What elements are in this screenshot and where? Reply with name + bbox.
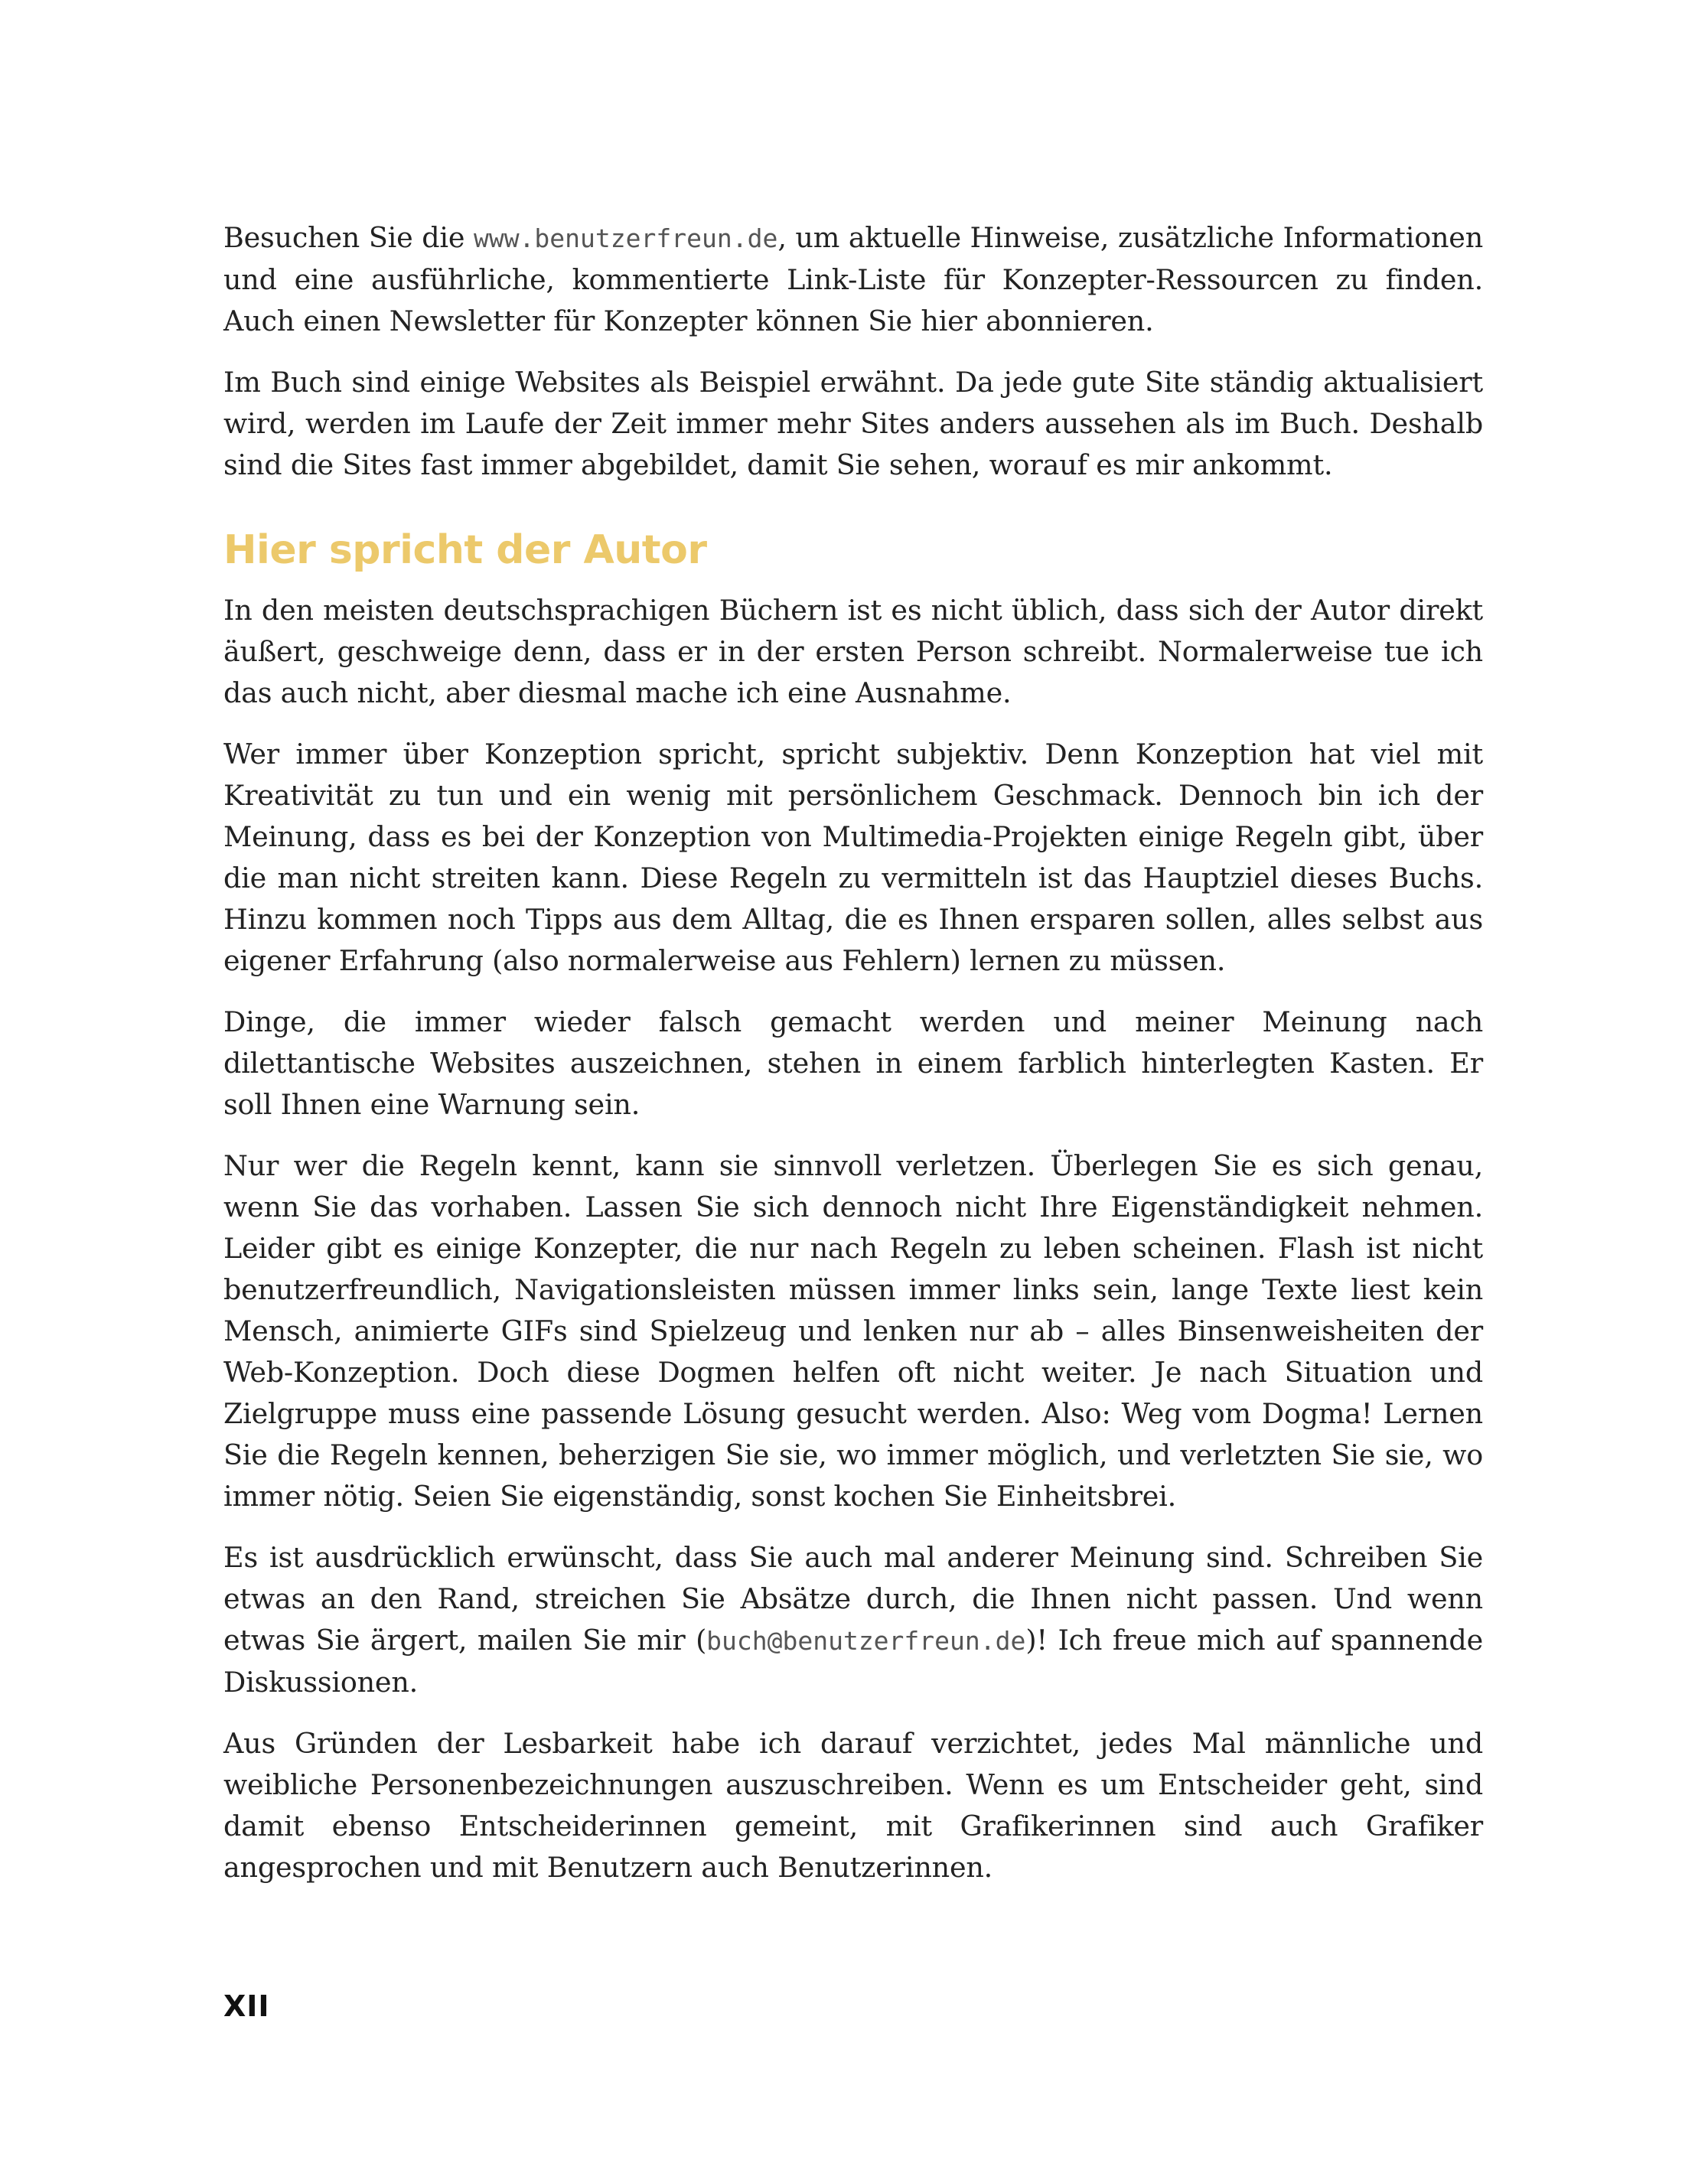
p5-text-before-email: Es ist ausdrücklich erwünscht, dass Sie auch mal anderer Meinung sind. Schreiben Sie etwas an den Rand, streichen Sie Absätze durch, die Ihnen nicht passen. Und wenn etwas Sie ärgert, mailen Sie mir ( (223, 1541, 1483, 1657)
author-paragraph-2: Wer immer über Konzeption spricht, spricht subjektiv. Denn Konzeption hat viel mit Kreativität zu tun und ein wenig mit persönlichem Geschmack. Dennoch bin ich der Meinung, dass es bei der Konzeption von Multimedia-Projekten einige Regeln gibt, über die man nicht streiten kann. Diese Regeln zu vermitteln ist das Hauptziel dieses Buchs. Hinzu kommen noch Tipps aus dem Alltag, die es Ihnen ersparen sollen, alles selbst aus eigener Erfahrung (also normalerweise aus Fehlern) lernen zu müssen. (223, 738, 1483, 977)
p5-text-after-email: )! Ich freue mich auf spannende Diskussionen. (223, 1624, 1483, 1699)
intro-paragraph-website (223, 217, 1483, 342)
author-email: buch@benutzerfreun.de (706, 1626, 1026, 1656)
author-paragraph-4: Nur wer die Regeln kennt, kann sie sinnvoll verletzen. Überlegen Sie es sich genau, wenn Sie das vorhaben. Lassen Sie sich dennoch nicht Ihre Eigenständigkeit nehmen. Leider gibt es einige Konzepter, die nur nach Regeln zu leben scheinen. Flash ist nicht benutzerfreundlich, Navigationsleisten müssen immer links sein, lange Texte liest kein Mensch, animierte GIFs sind Spielzeug und lenken nur ab – alles Binsenweisheiten der Web-Konzeption. Doch diese Dogmen helfen oft nicht weiter. Je nach Situation und Zielgruppe muss eine passende Lösung gesucht werden. Also: Weg vom Dogma! Lernen Sie die Regeln kennen, beherzigen Sie sie, wo immer möglich, und verletzten Sie sie, wo immer nötig. Seien Sie eigenständig, sonst kochen Sie Einheitsbrei. (223, 1149, 1483, 1513)
website-url: www.benutzerfreun.de (473, 223, 778, 253)
author-paragraph-3: Dinge, die immer wieder falsch gemacht werden und meiner Meinung nach dilettantische Websites auszeichnen, stehen in einem farblich hinterlegten Kasten. Er soll Ihnen eine Warnung sein. (223, 1005, 1483, 1121)
section-heading: Hier spricht der Autor (223, 527, 707, 573)
intro-text-after-url: , um aktuelle Hinweise, zusätzliche Informationen und eine ausführliche, kommentierte Link-Liste für Konzepter-Ressourcen zu finden. Auch einen Newsletter für Konzepter können Sie hier abonnieren. (223, 221, 1484, 337)
intro-paragraph-examples: Im Buch sind einige Websites als Beispiel erwähnt. Da jede gute Site ständig aktualisiert wird, werden im Laufe der Zeit immer mehr Sites anders aussehen als im Buch. Deshalb sind die Sites fast immer abgebildet, damit Sie sehen, worauf es mir ankommt. (223, 366, 1483, 481)
intro-text-before-url: Besuchen Sie die (223, 221, 474, 254)
author-paragraph-1: In den meisten deutschsprachigen Büchern ist es nicht üblich, dass sich der Autor direkt äußert, geschweige denn, dass er in der ersten Person schreibt. Normalerweise tue ich das auch nicht, aber diesmal mache ich eine Ausnahme. (223, 594, 1483, 709)
author-paragraph-6: Aus Gründen der Lesbarkeit habe ich darauf verzichtet, jedes Mal männliche und weibliche Personenbezeichnungen auszuschreiben. Wenn es um Entscheider geht, sind damit ebenso Entscheiderinnen gemeint, mit Grafikerinnen sind auch Grafiker angesprochen und mit Benutzern auch Benutzerinnen. (223, 1727, 1483, 1884)
page-number: XII (223, 1989, 270, 2023)
author-paragraph-5 (223, 1537, 1483, 1703)
page-body (223, 217, 1483, 1908)
